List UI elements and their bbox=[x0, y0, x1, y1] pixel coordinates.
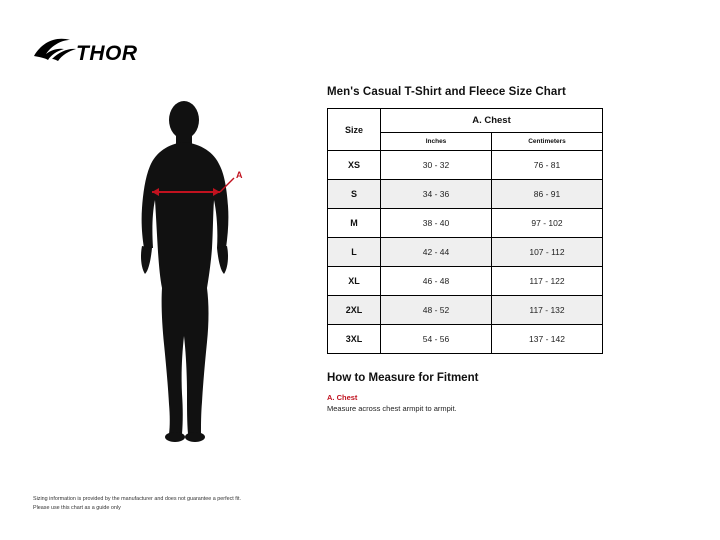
cell-size: 2XL bbox=[328, 296, 381, 325]
table-row bbox=[328, 325, 603, 354]
disclaimer-line-1: Sizing information is provided by the manufacturer and does not guarantee a perfect fit. bbox=[33, 496, 241, 503]
cell-inches: 38 - 40 bbox=[381, 209, 492, 238]
table-row bbox=[328, 151, 603, 180]
table-row bbox=[328, 238, 603, 267]
measure-marker-label: A bbox=[236, 170, 243, 180]
cell-cm: 107 - 112 bbox=[492, 238, 603, 267]
thor-logo bbox=[32, 34, 142, 70]
cell-cm: 117 - 132 bbox=[492, 296, 603, 325]
how-to-measure-title: How to Measure for Fitment bbox=[327, 372, 479, 384]
disclaimer bbox=[33, 495, 353, 512]
cell-size: M bbox=[328, 209, 381, 238]
male-silhouette bbox=[141, 101, 228, 442]
cell-cm: 117 - 122 bbox=[492, 267, 603, 296]
header-centimeters: Centimeters bbox=[492, 133, 603, 151]
body-diagram bbox=[112, 96, 292, 446]
cell-cm: 76 - 81 bbox=[492, 151, 603, 180]
how-to-measure-section bbox=[327, 372, 689, 413]
cell-cm: 137 - 142 bbox=[492, 325, 603, 354]
cell-size: XL bbox=[328, 267, 381, 296]
table-row bbox=[328, 296, 603, 325]
header-inches: Inches bbox=[381, 133, 492, 151]
cell-size: S bbox=[328, 180, 381, 209]
how-to-measure-text: Measure across chest armpit to armpit. bbox=[327, 404, 457, 413]
table-row bbox=[328, 267, 603, 296]
cell-cm: 97 - 102 bbox=[492, 209, 603, 238]
cell-cm: 86 - 91 bbox=[492, 180, 603, 209]
cell-inches: 34 - 36 bbox=[381, 180, 492, 209]
chart-title: Men's Casual T-Shirt and Fleece Size Chart bbox=[327, 86, 566, 98]
svg-text:THOR: THOR bbox=[76, 42, 138, 65]
table-row bbox=[328, 209, 603, 238]
disclaimer-line-2: Please use this chart as a guide only bbox=[33, 504, 121, 511]
cell-inches: 30 - 32 bbox=[381, 151, 492, 180]
cell-inches: 54 - 56 bbox=[381, 325, 492, 354]
cell-size: XS bbox=[328, 151, 381, 180]
how-to-measure-label: A. Chest bbox=[327, 393, 358, 402]
header-chest-group: A. Chest bbox=[381, 109, 603, 133]
header-size: Size bbox=[328, 109, 381, 151]
table-row bbox=[328, 180, 603, 209]
cell-inches: 48 - 52 bbox=[381, 296, 492, 325]
table-header-row-group bbox=[328, 109, 603, 133]
size-chart-table bbox=[327, 108, 603, 354]
cell-inches: 46 - 48 bbox=[381, 267, 492, 296]
chart-column bbox=[327, 86, 689, 413]
cell-size: 3XL bbox=[328, 325, 381, 354]
cell-size: L bbox=[328, 238, 381, 267]
cell-inches: 42 - 44 bbox=[381, 238, 492, 267]
